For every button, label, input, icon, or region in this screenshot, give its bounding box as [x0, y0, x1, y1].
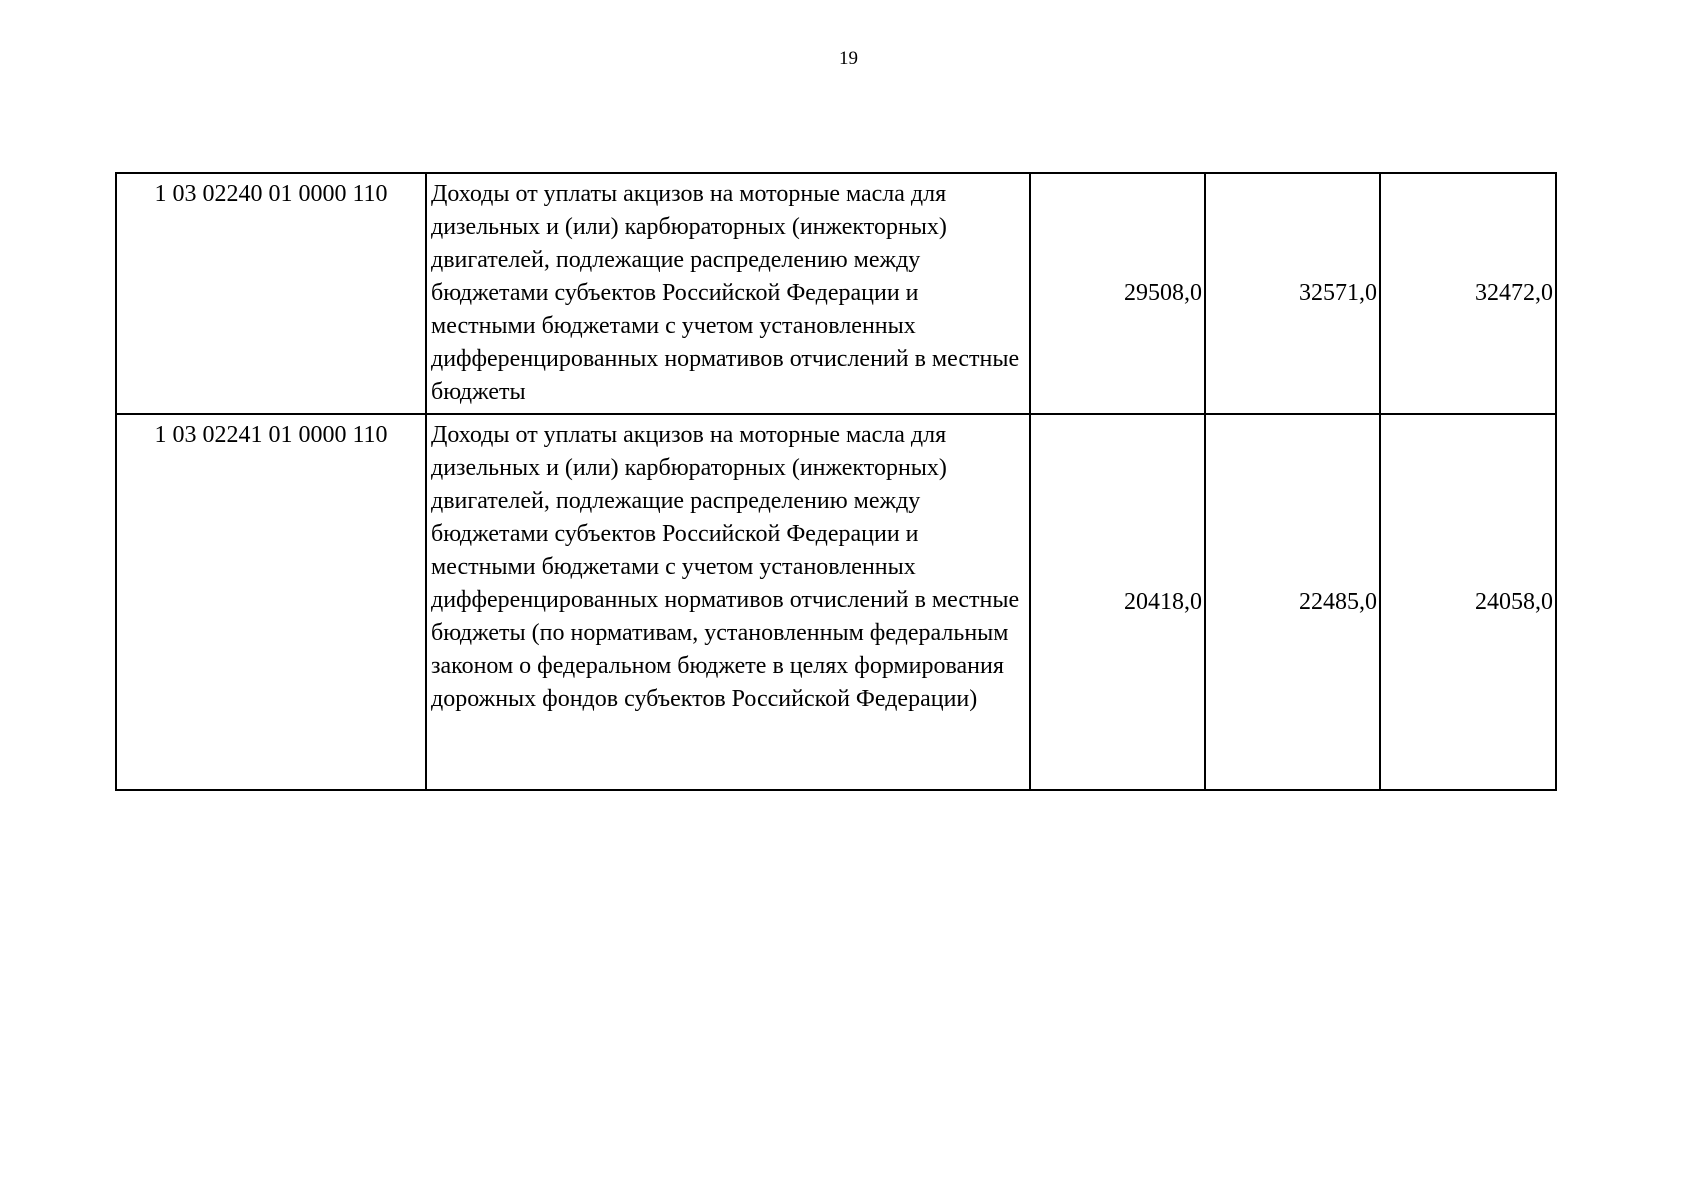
amount-year-2: 32571,0 — [1205, 173, 1380, 414]
amount-year-2: 22485,0 — [1205, 414, 1380, 790]
revenue-description: Доходы от уплаты акцизов на моторные масла для дизельных и (или) карбюраторных (инжекторных) двигателей, подлежащие распределению между бюджетами субъектов Российской Федерации и местными бюджетами с учетом установленных дифференцированных нормативов отчислений в местные бюджеты — [426, 173, 1030, 414]
revenue-table — [115, 172, 1557, 791]
amount-year-1: 29508,0 — [1030, 173, 1205, 414]
revenue-description: Доходы от уплаты акцизов на моторные масла для дизельных и (или) карбюраторных (инжекторных) двигателей, подлежащие распределению между бюджетами субъектов Российской Федерации и местными бюджетами с учетом установленных дифференцированных нормативов отчислений в местные бюджеты (по нормативам, установленным федеральным законом о федеральном бюджете в целях формирования дорожных фондов субъектов Российской Федерации) — [426, 414, 1030, 790]
table-row — [116, 173, 1556, 414]
budget-classification-code: 1 03 02240 01 0000 110 — [116, 173, 426, 414]
amount-year-3: 24058,0 — [1380, 414, 1556, 790]
amount-year-3: 32472,0 — [1380, 173, 1556, 414]
amount-year-1: 20418,0 — [1030, 414, 1205, 790]
budget-classification-code: 1 03 02241 01 0000 110 — [116, 414, 426, 790]
table-row — [116, 414, 1556, 790]
page-number: 19 — [839, 48, 858, 69]
